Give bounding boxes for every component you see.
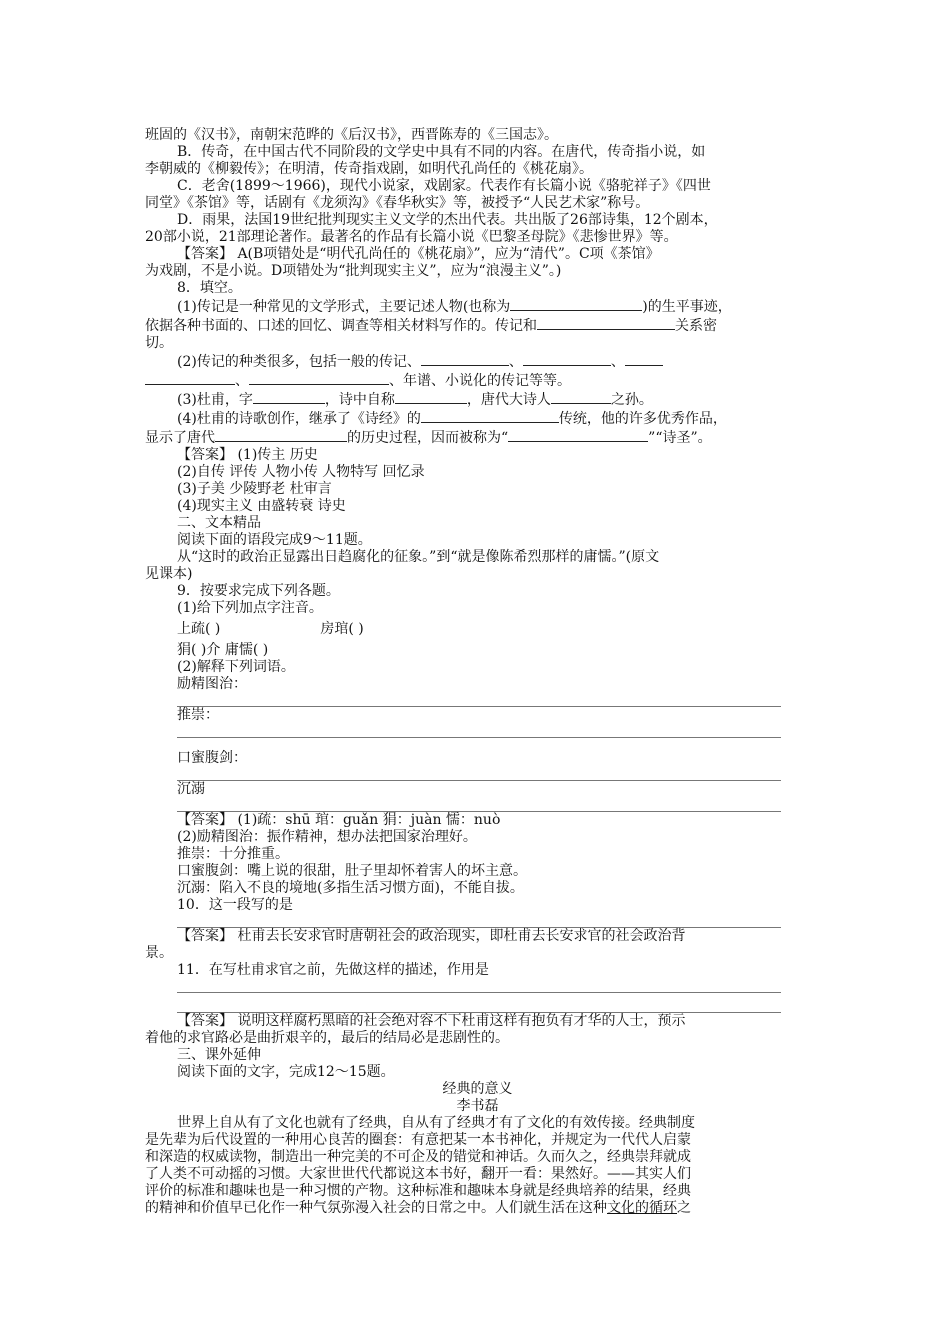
article-author: 李书磊 (456, 1098, 499, 1114)
pinyin-line: 上疏( ) 房琯( ) (177, 621, 364, 637)
answer-line: 【答案】 说明这样腐朽黑暗的社会绝对容不下杜甫这样有抱负有才华的人士，预示 (177, 1013, 686, 1029)
para-line: 20部小说，21部理论著作。最著名的作品有长篇小说《巴黎圣母院》《悲惨世界》等。 (145, 229, 678, 245)
fill-line: 、 、年谱、小说化的传记等等。 (145, 371, 810, 390)
para-line: 阅读下面的文字，完成12～15题。 (177, 1064, 395, 1080)
para-line: (1)给下列加点字注音。 (177, 600, 323, 616)
blank-field[interactable] (395, 390, 467, 404)
para-line: 同堂》《茶馆》等，话剧有《龙须沟》《春华秋实》等，被授予“人民艺术家”称号。 (145, 195, 650, 211)
answer-line: 景。 (145, 945, 173, 961)
para-line: (2)解释下列词语。 (177, 659, 295, 675)
answer-line: 沉溺：陷入不良的境地(多指生活习惯方面)，不能自拔。 (177, 880, 524, 896)
fill-line: (2)传记的种类很多，包括一般的传记、 、 、 (145, 352, 810, 371)
answer-line: 【答案】 (1)传主 历史 (177, 447, 318, 463)
article-line: 世界上自从有了文化也就有了经典，自从有了经典才有了文化的有效传接。经典制度 (177, 1115, 695, 1131)
answer-line: 【答案】 杜甫去长安求官时唐朝社会的政治现实，即杜甫去长安求官的社会政治背 (177, 928, 686, 944)
para-line: 从“这时的政治正显露出日趋腐化的征象。”到“就是像陈希烈那样的庸懦。”(原文 (177, 549, 660, 565)
blank-field[interactable] (523, 352, 611, 366)
article-line: 和深造的权威读物，制造出一种完美的不可企及的错觉和神话。久而久之，经典崇拜就成 (145, 1149, 691, 1165)
section-heading: 二、文本精品 (177, 515, 261, 531)
para-line: 班固的《汉书》，南朝宋范晔的《后汉书》，西晋陈寿的《三国志》。 (145, 127, 558, 143)
answer-line: 【答案】 (1)疏：shū 琯：guǎn 狷：juàn 懦：nuò (177, 812, 501, 828)
term-label: 励精图治： (177, 676, 247, 692)
blank-field[interactable] (625, 352, 663, 366)
answer-line: (3)子美 少陵野老 杜审言 (177, 481, 332, 497)
answer-line: (2)自传 评传 人物小传 人物特写 回忆录 (177, 464, 425, 480)
blank-field[interactable] (537, 316, 675, 330)
question-title: 9．按要求完成下列各题。 (177, 583, 340, 599)
blank-field[interactable] (510, 297, 642, 311)
question-title: 10．这一段写的是 (177, 897, 293, 913)
term-label: 口蜜腹剑： (177, 750, 247, 766)
answer-line: (4)现实主义 由盛转衰 诗史 (177, 498, 346, 514)
para-line: D．雨果，法国19世纪批判现实主义文学的杰出代表。共出版了26部诗集，12个剧本， (177, 212, 718, 228)
section-heading: 三、课外延伸 (177, 1047, 261, 1063)
term-label: 推崇： (177, 707, 219, 723)
fill-line: (1)传记是一种常见的文学形式，主要记述人物(也称为 )的生平事迹， (177, 299, 732, 315)
question-title: 8．填空。 (177, 280, 242, 296)
para-line: C．老舍(1899～1966)，现代小说家，戏剧家。代表作有长篇小说《骆驼祥子》《四世 (177, 178, 711, 194)
term-label: 沉溺 (177, 781, 205, 797)
pinyin-line: 狷( )介 庸懦( ) (177, 642, 269, 658)
para-line: 李朝威的《柳毅传》；在明清，传奇指戏剧，如明代孔尚任的《桃花扇》。 (145, 161, 593, 177)
answer-rule[interactable] (177, 914, 781, 928)
para-line: 切。 (145, 335, 173, 351)
article-line: 是先辈为后代设置的一种用心良苦的圈套：有意把某一本书神化，并规定为一代代人启蒙 (145, 1132, 691, 1148)
answer-line: (2)励精图治：振作精神，想办法把国家治理好。 (177, 829, 477, 845)
blank-field[interactable] (508, 428, 648, 442)
para-line: B．传奇，在中国古代不同阶段的文学史中具有不同的内容。在唐代，传奇指小说，如 (177, 144, 706, 160)
fill-line: 显示了唐代 的历史过程，因而被称为“ ”“诗圣”。 (145, 430, 712, 446)
blank-field[interactable] (145, 371, 235, 385)
para-line: 阅读下面的语段完成9～11题。 (177, 532, 372, 548)
answer-rule[interactable] (177, 979, 781, 993)
blank-field[interactable] (421, 409, 559, 423)
blank-field[interactable] (249, 371, 389, 385)
answer-rule[interactable] (177, 693, 781, 707)
fill-line: 依据各种书面的、口述的回忆、调查等相关材料写作的。传记和 关系密 (145, 318, 717, 334)
answer-line: 【答案】 A(B项错处是“明代孔尚任的《桃花扇》”，应为“清代”。C项《茶馆》 (177, 246, 660, 262)
answer-line: 着他的求官路必是曲折艰辛的，最后的结局必是悲剧性的。 (145, 1030, 509, 1046)
fill-line: (4)杜甫的诗歌创作，继承了《诗经》的 传统，他的许多优秀作品， (177, 411, 727, 427)
article-line: 了人类不可动摇的习惯。大家世世代代都说这本书好，翻开一看：果然好。——其实人们 (145, 1166, 691, 1182)
answer-line: 口蜜腹剑：嘴上说的很甜，肚子里却怀着害人的坏主意。 (177, 863, 527, 879)
answer-rule[interactable] (177, 798, 781, 812)
document-page (145, 127, 810, 1217)
answer-rule[interactable] (177, 999, 781, 1013)
article-line: 的精神和价值早已化作一种气氛弥漫入社会的日常之中。人们就生活在这种文化的循环之 (145, 1200, 691, 1216)
answer-rule[interactable] (177, 767, 781, 781)
fill-line: (3)杜甫，字 ，诗中自称 ，唐代大诗人 之孙。 (177, 392, 653, 408)
blank-field[interactable] (551, 390, 611, 404)
question-title: 11．在写杜甫求官之前，先做这样的描述，作用是 (177, 962, 489, 978)
article-title: 经典的意义 (442, 1081, 513, 1097)
article-line: 评价的标准和趣味也是一种习惯的产物。这种标准和趣味本身就是经典培养的结果，经典 (145, 1183, 691, 1199)
blank-field[interactable] (253, 390, 325, 404)
answer-line: 推崇：十分推重。 (177, 846, 289, 862)
para-line: 为戏剧，不是小说。D项错处为“批判现实主义”，应为“浪漫主义”。) (145, 263, 562, 279)
answer-rule[interactable] (177, 724, 781, 738)
blank-field[interactable] (421, 352, 509, 366)
blank-field[interactable] (215, 428, 347, 442)
underlined-phrase: 文化的循环 (607, 1200, 677, 1216)
para-line: 见课本) (145, 566, 193, 582)
